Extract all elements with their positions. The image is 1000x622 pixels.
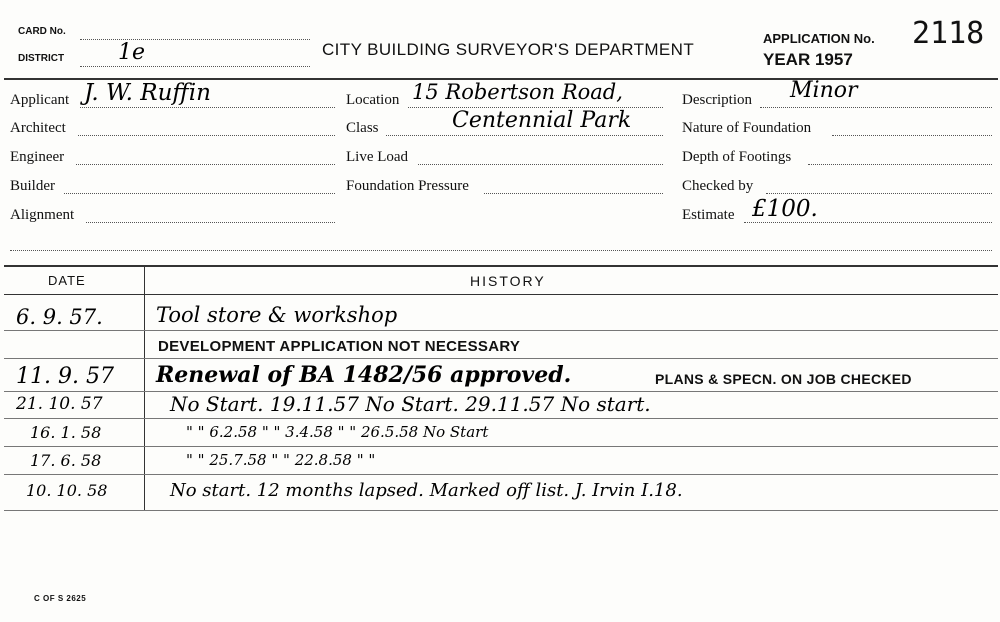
nature-of-foundation-line <box>832 135 992 136</box>
year-label: YEAR 1957 <box>763 50 853 69</box>
row-rule <box>4 330 998 331</box>
estimate-line <box>744 222 992 223</box>
card-no-label: CARD No. <box>18 26 66 37</box>
history-row-6-date: 17. 6. 58 <box>30 451 102 470</box>
district-label: DISTRICT <box>18 53 65 64</box>
architect-line <box>78 135 335 136</box>
blank-line <box>10 250 992 251</box>
history-row-7-text: No start. 12 months lapsed. Marked off list. J. Irvin I.18. <box>170 480 683 501</box>
history-row-4-date: 21. 10. 57 <box>16 394 103 414</box>
applicant-line <box>80 107 335 108</box>
applicant-value: J. W. Ruffin <box>84 80 211 106</box>
department-title: CITY BUILDING SURVEYOR'S DEPARTMENT <box>322 40 695 59</box>
history-row-6-text: " " 25.7.58 " " 22.8.58 " " <box>186 451 376 469</box>
application-label: APPLICATION No. <box>763 31 875 46</box>
location-value: 15 Robertson Road, <box>412 80 623 104</box>
depth-of-footings-line <box>808 164 992 165</box>
card-no-line <box>80 39 310 40</box>
district-value: 1e <box>118 40 146 65</box>
applicant-label: Applicant <box>10 92 70 108</box>
description-line <box>760 107 992 108</box>
location-label: Location <box>346 92 400 108</box>
live-load-label: Live Load <box>346 149 409 165</box>
description-value: Minor <box>790 78 858 103</box>
class-value: Centennial Park <box>452 108 632 133</box>
checked-by-label: Checked by <box>682 178 754 194</box>
alignment-line <box>86 222 335 223</box>
engineer-label: Engineer <box>10 149 65 165</box>
architect-label: Architect <box>10 120 66 136</box>
checked-by-line <box>766 193 992 194</box>
history-row-1-text: Tool store & workshop <box>156 303 398 327</box>
class-label: Class <box>346 120 379 136</box>
alignment-label: Alignment <box>10 207 75 223</box>
row-rule <box>4 510 998 511</box>
history-header: HISTORY <box>470 273 546 289</box>
history-top-border <box>4 265 998 267</box>
row-rule <box>4 418 998 419</box>
engineer-line <box>76 164 335 165</box>
row-rule <box>4 474 998 475</box>
date-header: DATE <box>48 273 86 288</box>
nature-of-foundation-label: Nature of Foundation <box>682 120 812 136</box>
builder-line <box>64 193 335 194</box>
history-row-7-date: 10. 10. 58 <box>26 481 108 500</box>
plans-checked-stamp: PLANS & SPECN. ON JOB CHECKED <box>655 371 912 387</box>
form-code: C OF S 2625 <box>34 594 87 603</box>
history-row-3-date: 11. 9. 57 <box>16 364 114 389</box>
history-header-divider <box>4 294 998 295</box>
estimate-label: Estimate <box>682 207 735 223</box>
estimate-value: £100. <box>752 196 818 222</box>
history-row-3-text: Renewal of BA 1482/56 approved. <box>156 362 572 388</box>
history-row-4-text: No Start. 19.11.57 No Start. 29.11.57 No start. <box>170 392 651 416</box>
foundation-pressure-label: Foundation Pressure <box>346 178 469 194</box>
history-row-1-date: 6. 9. 57. <box>16 305 103 329</box>
history-row-5-date: 16. 1. 58 <box>30 423 102 442</box>
row-rule <box>4 446 998 447</box>
history-row-5-text: " " 6.2.58 " " 3.4.58 " " 26.5.58 No Start <box>186 423 489 441</box>
live-load-line <box>418 164 663 165</box>
district-line <box>80 66 310 67</box>
foundation-pressure-line <box>484 193 663 194</box>
class-line <box>386 135 663 136</box>
description-label: Description <box>682 92 752 108</box>
development-stamp: DEVELOPMENT APPLICATION NOT NECESSARY <box>158 338 521 355</box>
row-rule <box>4 358 998 359</box>
builder-label: Builder <box>10 178 55 194</box>
depth-of-footings-label: Depth of Footings <box>682 149 792 165</box>
application-number: 2118 <box>912 16 985 51</box>
